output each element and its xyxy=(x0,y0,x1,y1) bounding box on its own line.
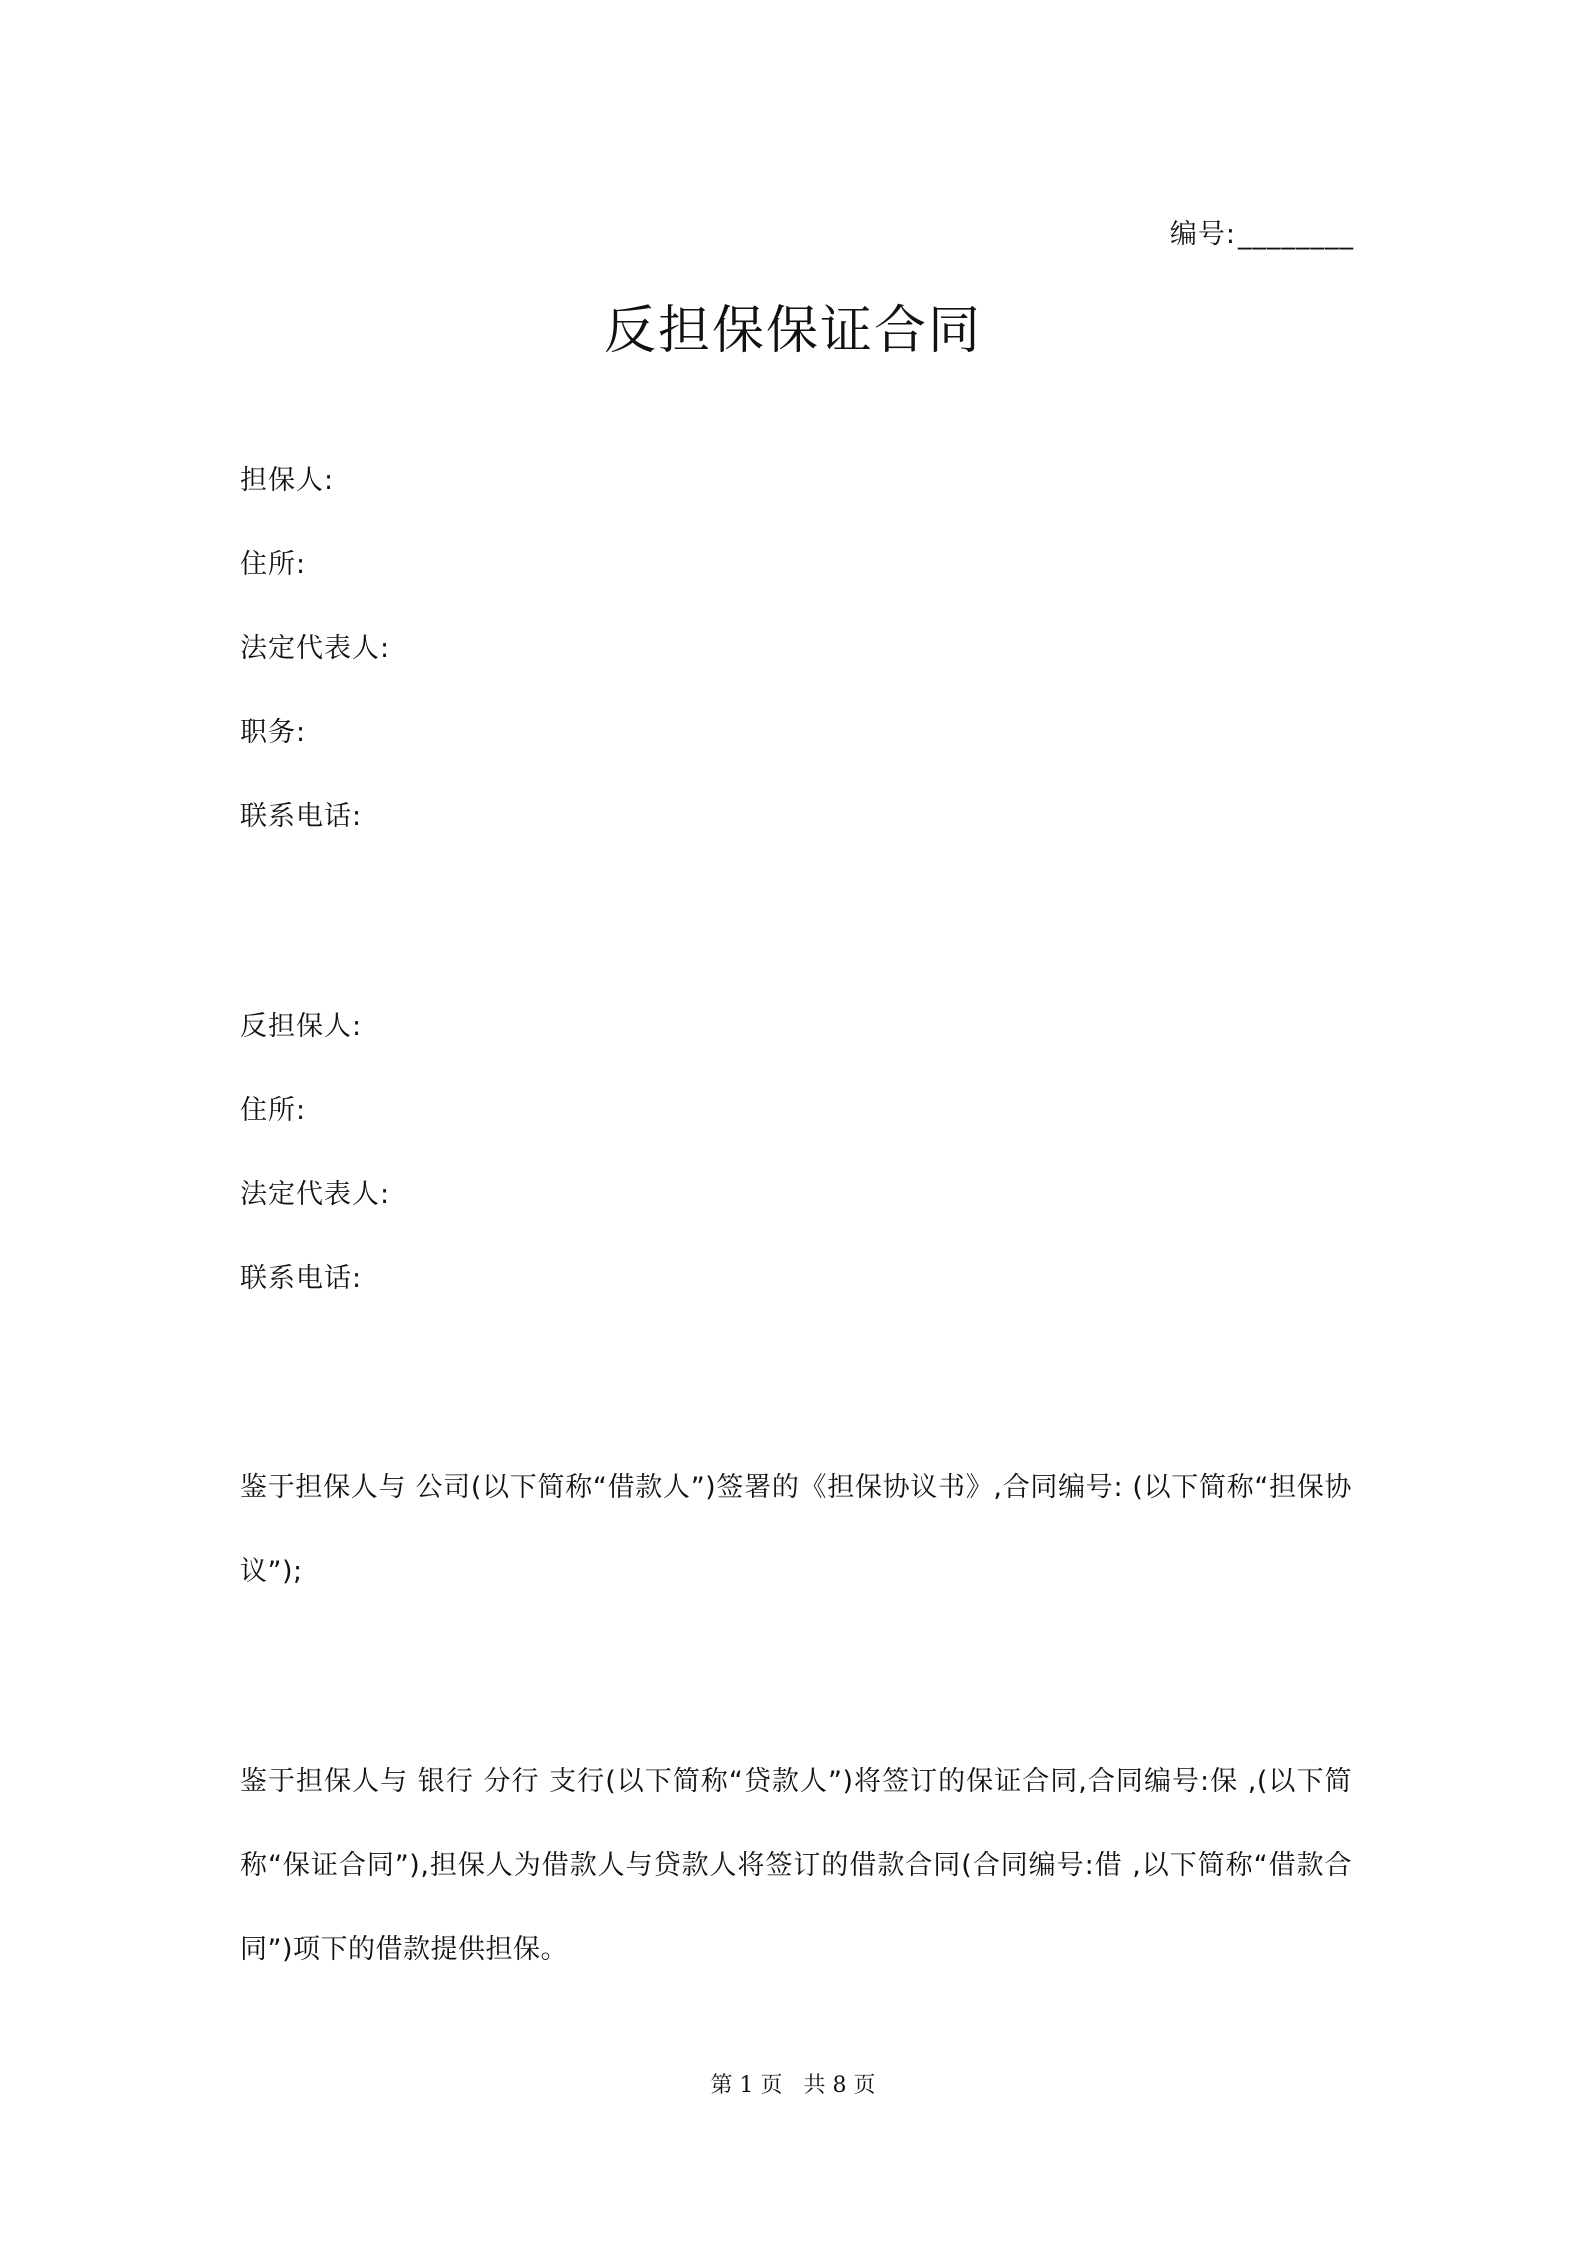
counter-guarantor-name-label: 反担保人: xyxy=(240,1011,363,1042)
counter-guarantor-phone-label: 联系电话: xyxy=(240,1263,363,1294)
recital-paragraph-1: 鉴于担保人与 公司(以下简称“借款人”)签署的《担保协议书》,合同编号: (以下简称“担保协议”); xyxy=(240,1472,1352,1587)
guarantor-position-label: 职务: xyxy=(240,717,307,748)
recital-paragraph-2: 鉴于担保人与 银行 分行 支行(以下简称“贷款人”)将签订的保证合同,合同编号:保 ,(以下简称“保证合同”),担保人为借款人与贷款人将签订的借款合同(合同编号:借 ,以下简称“借款合同”)项下的借款提供担保。 xyxy=(240,1766,1352,1965)
contract-number-label: 编号: xyxy=(1169,219,1236,250)
guarantor-name-label: 担保人: xyxy=(240,465,335,496)
page-footer: 第 1 页 共 8 页 xyxy=(710,2073,876,2098)
contract-number-blank: ________ xyxy=(1238,219,1354,250)
document-title: 反担保保证合同 xyxy=(603,301,982,361)
guarantor-phone-label: 联系电话: xyxy=(240,801,363,832)
guarantor-address-label: 住所: xyxy=(240,549,307,580)
counter-guarantor-legal-rep-label: 法定代表人: xyxy=(240,1179,391,1210)
guarantor-legal-rep-label: 法定代表人: xyxy=(240,633,391,664)
contract-number xyxy=(1170,212,1354,251)
counter-guarantor-address-label: 住所: xyxy=(240,1095,307,1126)
